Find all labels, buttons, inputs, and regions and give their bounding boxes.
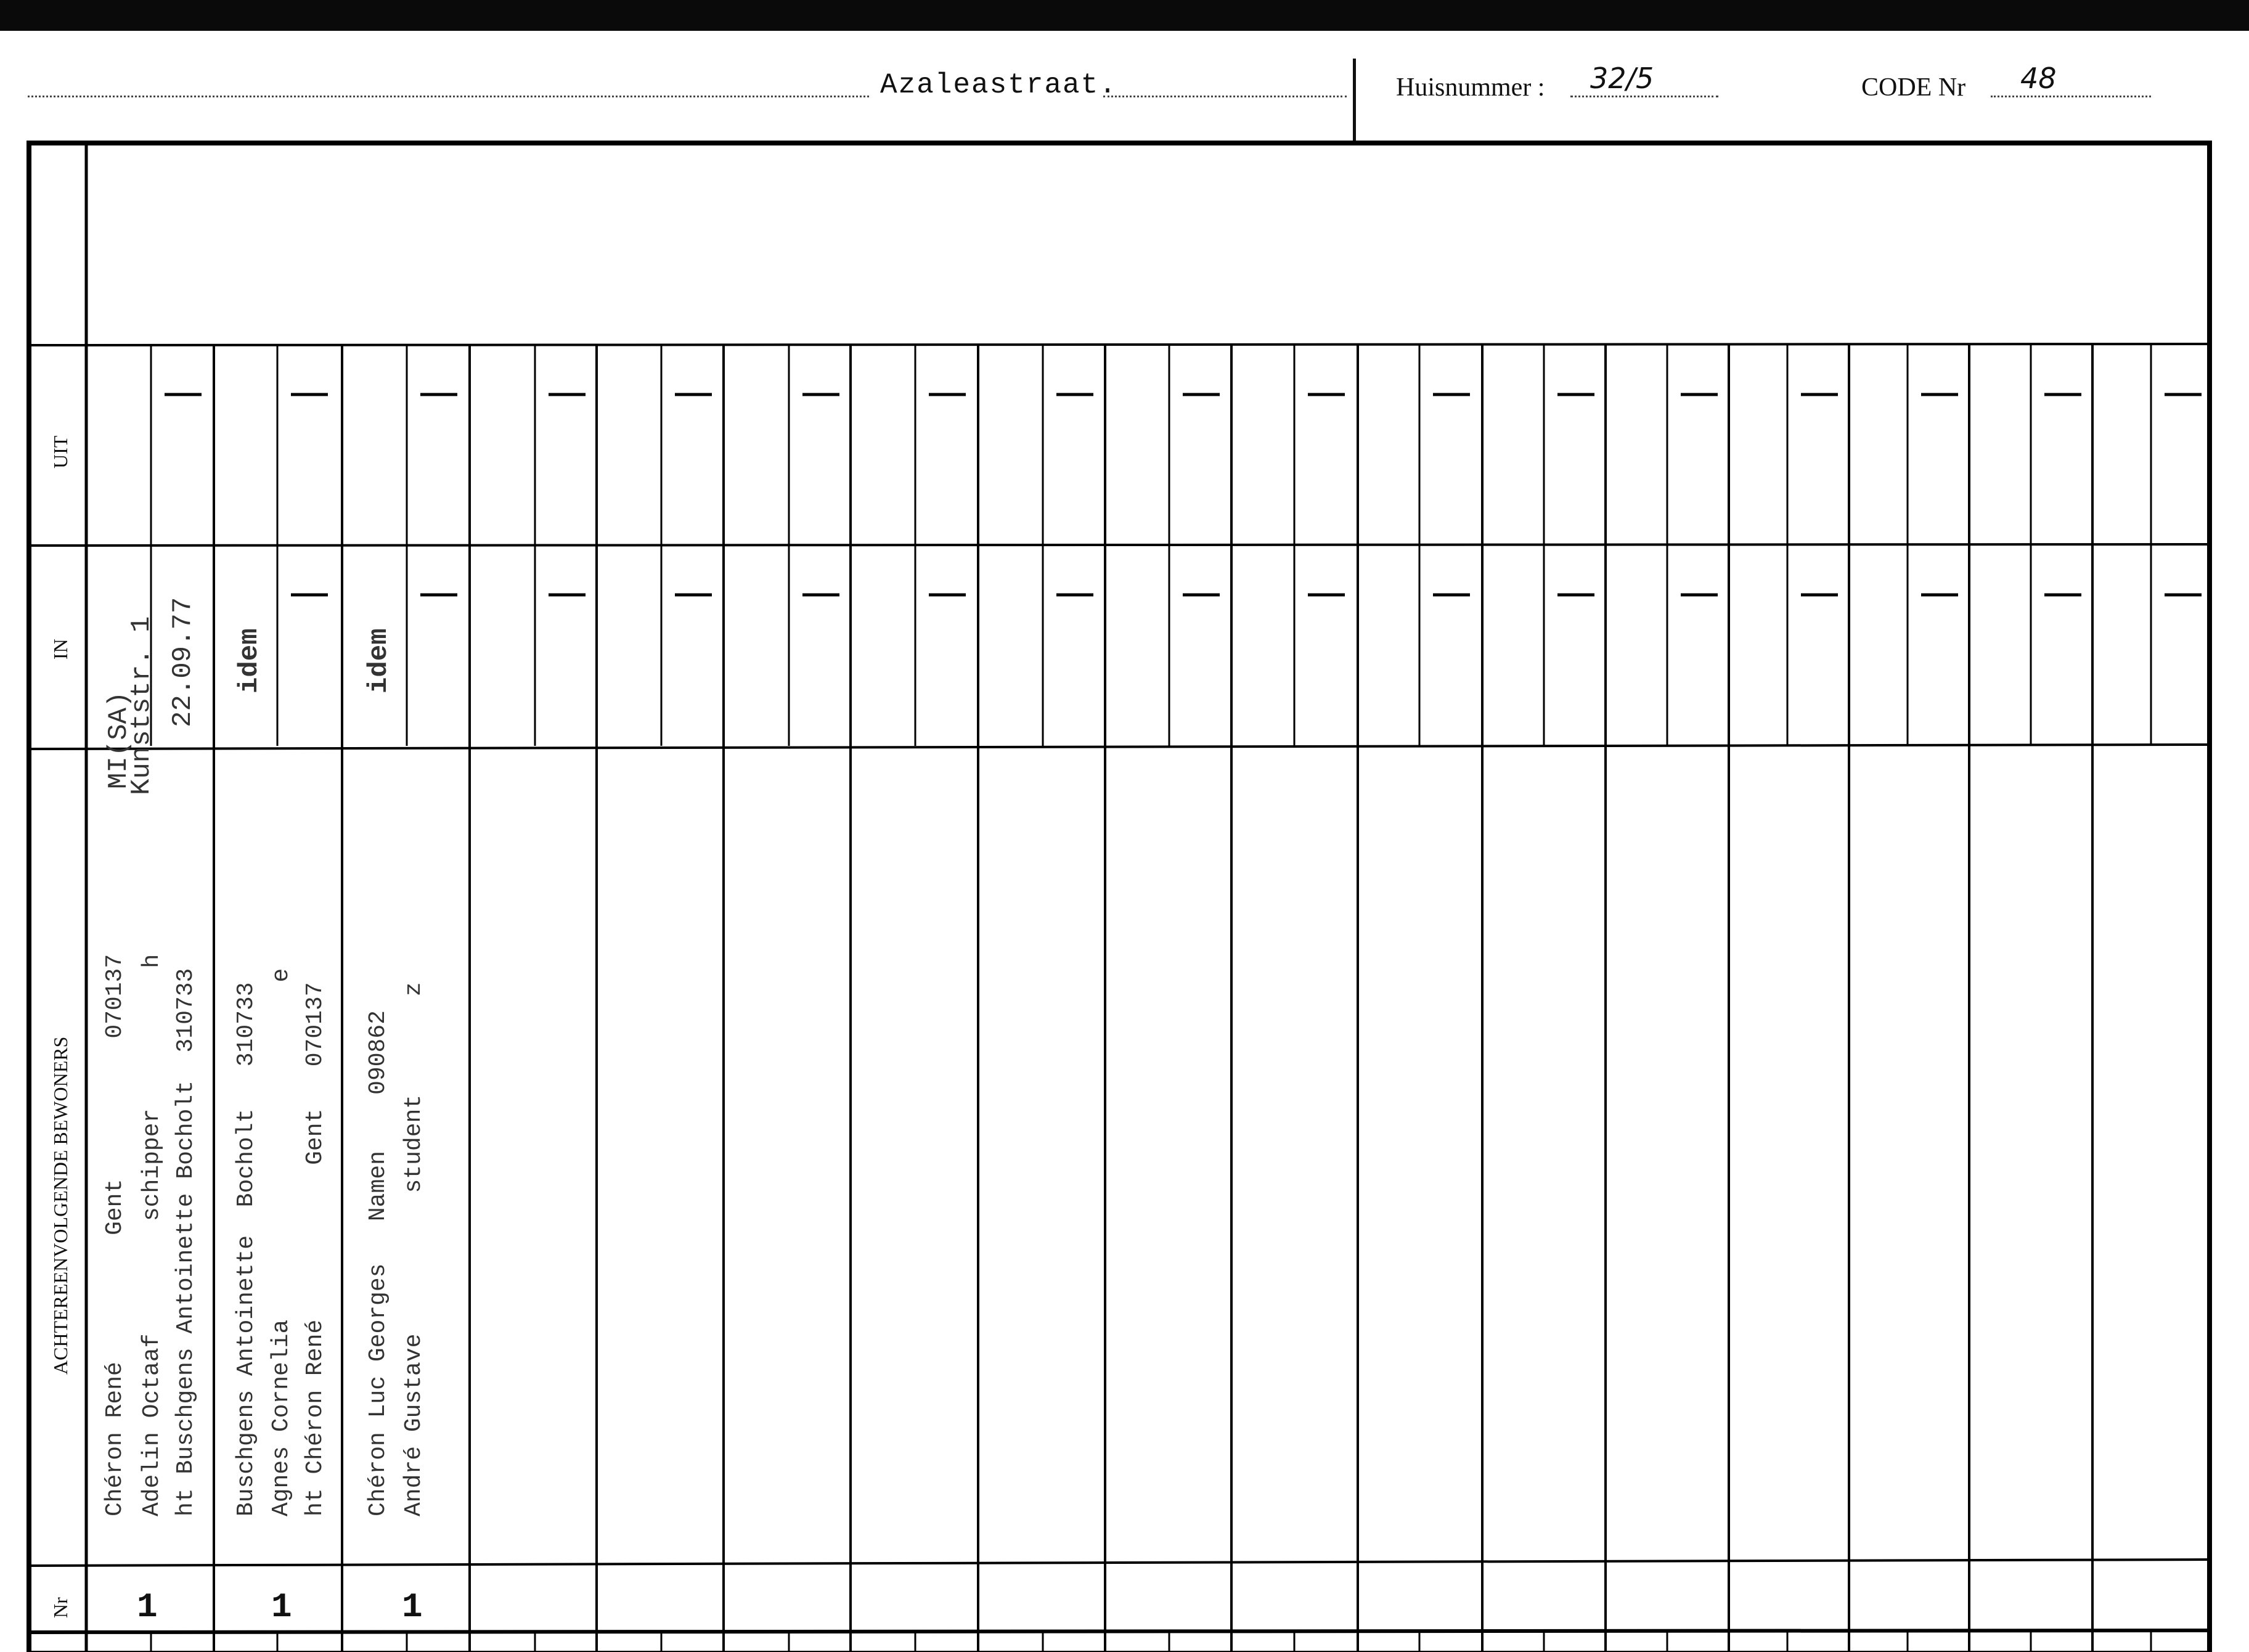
huisnummer-label: Huisnummer : bbox=[1396, 73, 1545, 102]
label-in: IN bbox=[49, 639, 71, 660]
entry-2-bewoners-line-2: Agnes Cornelia e bbox=[268, 968, 295, 1516]
entry-3-bewoners-line-2: André Gustave student z bbox=[401, 982, 427, 1516]
code-value: 48 bbox=[2020, 62, 2057, 95]
entry-1-bewoners-line-1: Chéron René Gent 070137 bbox=[102, 954, 128, 1516]
code-label: CODE Nr bbox=[1861, 73, 1966, 102]
huisnummer-value: 32/5 bbox=[1590, 62, 1654, 95]
entry-3-nr: 1 bbox=[402, 1587, 423, 1627]
street-name: Azaleastraat. bbox=[880, 69, 1117, 101]
entry-2-nr: 1 bbox=[271, 1587, 292, 1627]
entry-1-in-line-2: Kunststr. 1 bbox=[126, 616, 157, 795]
entry-1-in-line-3: 22.09.77 bbox=[168, 597, 198, 727]
entry-3-in-line-1: idem bbox=[364, 628, 394, 693]
entry-1-nr: 1 bbox=[137, 1587, 158, 1627]
entry-2-bewoners-line-1: Buschgens Antoinette Bocholt 310733 bbox=[233, 982, 259, 1516]
entry-1-bewoners-line-2: Adelin Octaaf schipper h bbox=[139, 954, 165, 1516]
entry-3-bewoners-line-1: Chéron Luc Georges Namen 090862 bbox=[365, 1010, 391, 1516]
label-nr: Nr bbox=[49, 1597, 71, 1618]
entry-2-in-line-1: idem bbox=[234, 628, 265, 693]
entry-1-bewoners-line-3: ht Buschgens Antoinette Bocholt 310733 bbox=[173, 968, 199, 1516]
entry-1-in-line-1: MI(SA) bbox=[104, 691, 134, 789]
entry-2-bewoners-line-3: ht Chéron René Gent 070137 bbox=[302, 982, 329, 1516]
label-bewoners: ACHTEREENVOLGENDE BEWONERS bbox=[49, 1036, 71, 1375]
label-uit: UIT bbox=[49, 435, 71, 468]
